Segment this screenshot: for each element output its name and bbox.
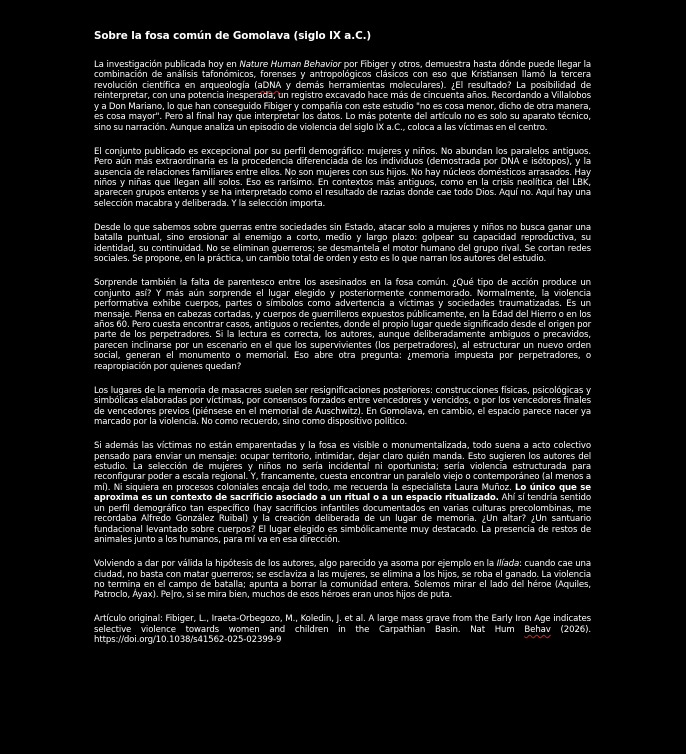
- p7-text-a: Volviendo a dar por válida la hipótesis de los autores, algo parecido ya asoma por ejemplo en la: [94, 559, 497, 570]
- citation-paragraph[interactable]: [94, 614, 591, 645]
- p6-text-a: Si además las víctimas no están emparentadas y la fosa es visible o monumentalizada, todo suena a acto colectivo pensado para enviar un mensaje: ocupar territorio, intimidar, dejar claro quién manda. Esto sugieren los autores del estudio. La selección de mujeres y niños no sería incidental ni oportunista; sería violencia estructurada para reconfigurar poder a escala regional. Y, francamente, cuesta encontrar un paralelo viejo o contemporáneo (al menos a mí). Ni siquiera en procesos coloniales encaja del todo, me recuerda la especialista Laura Muñoz.: [94, 441, 591, 493]
- citation-text-a: Artículo original: Fibiger, L., Iraeta-Orbegozo, M., Koledin, J. et al. A large mass grave from the Early Iron Age indicates selective violence towards women and children in the Carpathian Basin. Nat Hum: [94, 614, 591, 635]
- paragraph-2[interactable]: El conjunto publicado es excepcional por su perfil demográfico: mujeres y niños. No abundan los paralelos antiguos. Pero aún más extraordinaria es la procedencia diferenciada de los individuos (demostrada por DNA e isótopos), y la ausencia de relaciones familiares entre ellos. No son mujeres con sus hijos. No hay núcleos domésticos arrasados. Hay niños y niñas que llegan allí solos. Eso es rarísimo. En contextos más antiguos, como en la crisis neolítica del LBK, aparecen grupos enteros y se ha interpretado como el resultado de razias donde cae todo Dios. Aquí no. Aquí hay una selección macabra y deliberada. Y la selección importa.: [94, 146, 591, 209]
- text-cursor: |: [170, 590, 174, 601]
- spellcheck-word-adna[interactable]: aDNA: [257, 80, 282, 91]
- paragraph-7[interactable]: [94, 559, 591, 601]
- p1-text-b: por Fibiger y otros, demuestra hasta dónde puede llegar la combinación de análisis tafonómicos, forenses y antropológicos clásicos con eso que Kristiansen llamó la tercera revolución científica en arqueología (: [94, 60, 591, 91]
- spellcheck-word-behav[interactable]: Behav: [524, 624, 551, 635]
- p6-text-b: Ahí sí tendría sentido un perfil demográfico tan específico (hay sacrificios infantiles documentados en varias culturas precolombinas, me recordaba Alfredo González Ruibal) y la creación deliberada de un lugar de memoria. ¿Un altar? ¿Un santuario fundacional levantado sobre cuerpos? El lugar elegido es simbólicamente muy destacado. La presencia de restos de animales junto a los humanos, para mí va en esa dirección.: [94, 493, 591, 546]
- paragraph-5[interactable]: Los lugares de la memoria de masacres suelen ser resignificaciones posteriores: construcciones físicas, psicológicas y simbólicas elaboradas por víctimas, por consensos forzados entre vencedores y vencidos, o por los vencedores finales de vencedores previos (piénsese en el memorial de Auschwitz). En Gomolava, en cambio, el espacio parece nacer ya marcado por la violencia. No como recuerdo, sino como dispositivo político.: [94, 385, 591, 428]
- paragraph-1[interactable]: [94, 60, 591, 133]
- document-title: Sobre la fosa común de Gomolava (siglo IX a.C.): [94, 30, 372, 42]
- paragraph-4[interactable]: Sorprende también la falta de parentesco entre los asesinados en la fosa común. ¿Qué tipo de acción produce un conjunto así? Y más aún sorprende el lugar elegido y posteriormente conmemorado. Normalmente, la violencia performativa exhibe cuerpos, partes o símbolos como advertencia a víctimas y sociedades traumatizadas. Es un mensaje. Piensa en cabezas cortadas, y cuerpos de guerrilleros expuestos públicamente, en la Edad del Hierro o en los años 60. Pero cuesta encontrar casos, antiguos o recientes, donde el propio lugar quede significado desde el origen por parte de los perpetradores. Si la lectura es correcta, los autores, aunque deliberadamente ambiguos o precavidos, parecen inclinarse por un escenario en el que los supervivientes (los perpetradores), al estructurar un nuevo orden social, generan el monumento o memorial. Eso abre otra pregunta: ¿memoria impuesta por perpetradores, o reapropiación por quienes quedan?: [94, 278, 591, 372]
- journal-name: Nature Human Behavior: [239, 60, 342, 70]
- p6-bold-sentence: Lo único que se aproxima es un contexto de sacrificio asociado a un ritual o a un espacio ritualizado.: [94, 482, 591, 504]
- iliad-title: Ilíada: [496, 559, 520, 570]
- p1-text-a: La investigación publicada hoy en: [94, 60, 240, 70]
- p7-text-c: ro, si se mira bien, muchos de esos héroes eran unos hijos de puta.: [173, 590, 453, 601]
- paragraph-3[interactable]: Desde lo que sabemos sobre guerras entre sociedades sin Estado, atacar solo a mujeres y niños no busca ganar una batalla puntual, sino erosionar al enemigo a corto, medio y largo plazo: golpear su capacidad reproductiva, su identidad, su continuidad. No se eliminan guerreros; se desmantela el motor humano del grupo rival. Se cortan redes sociales. Se propone, en la práctica, un cambio total de orden y esto es lo que narran los autores del estudio.: [94, 222, 591, 265]
- p1-text-c: y demás herramientas moleculares). ¿El resultado? La posibilidad de reinterpretar, con una potencia inesperada, un registro excavado hace más de cincuenta años. Recordando a Villalobos y a Don Mariano, lo que han conseguido Fibiger y compañía con este estudio "no es cosa menor, dicho de otra manera, es cosa mayor". Pero al final hay que interpretar los datos. Lo más potente del artículo no es solo su aparato técnico, sino su narración. Aunque analiza un episodio de violencia del siglo IX a.C., coloca a las víctimas en el centro.: [94, 80, 591, 133]
- p7-text-b: : cuando cae una ciudad, no basta con matar guerreros; se esclaviza a las mujeres, se elimina a los hijos, se roba el ganado. La violencia no termina en el campo de batalla; apunta a borrar la comunidad entera. Solemos mirar el lado del héroe (Aquiles, Patroclo, Áyax). Pe: [94, 559, 591, 601]
- paragraph-6[interactable]: [94, 441, 591, 546]
- document-page[interactable]: [94, 30, 591, 659]
- citation-text-b: (2026). https://doi.org/10.1038/s41562-025-02399-9: [94, 624, 592, 646]
